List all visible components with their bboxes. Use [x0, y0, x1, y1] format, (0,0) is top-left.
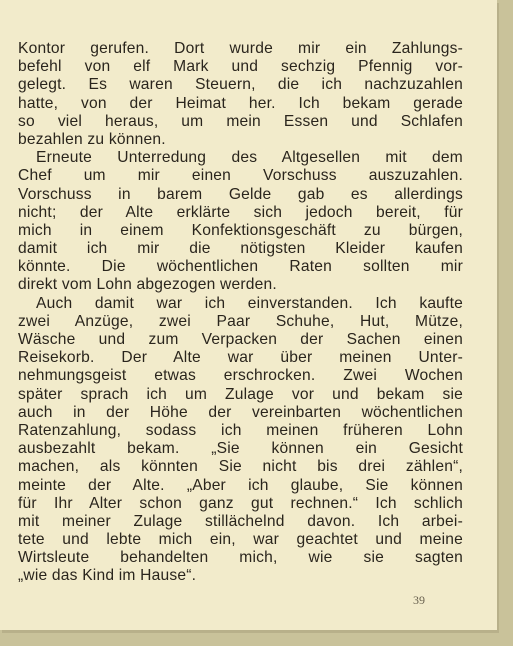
text-line: Chef um mir einen Vorschuss auszuzahlen.: [18, 167, 463, 185]
text-line: könnte. Die wöchentlichen Raten sollten mir: [18, 258, 463, 276]
text-line: befehl von elf Mark und sechzig Pfennig vor-: [18, 58, 463, 76]
text-line: Wäsche und zum Verpacken der Sachen einen: [18, 331, 463, 348]
text-line: meinte der Alte. „Aber ich glaube, Sie können: [18, 476, 463, 494]
text-line: tete und lebte mich ein, war geachtet und meine: [18, 531, 463, 549]
paragraph: [18, 40, 463, 149]
text-line: mich in einem Konfektionsgeschäft zu bürgen,: [18, 221, 463, 239]
text-line: machen, als könnten Sie nicht bis drei zählen“,: [18, 458, 463, 476]
text-line: nehmungsgeist etwas erschrocken. Zwei Wochen: [18, 367, 463, 385]
text-line: Ratenzahlung, sodass ich meinen früheren Lohn: [18, 421, 463, 439]
text-line: mit meiner Zulage stillächelnd davon. Ich arbei-: [18, 512, 463, 530]
text-line: auch in der Höhe der vereinbarten wöchentlichen: [18, 403, 463, 421]
text-line: später sprach ich um Zulage vor und bekam sie: [18, 385, 463, 403]
text-line: zwei Anzüge, zwei Paar Schuhe, Hut, Mütze,: [18, 312, 463, 330]
text-line: hatte, von der Heimat her. Ich bekam gerade: [18, 94, 463, 112]
paragraph: [18, 295, 463, 586]
text-line: für Ihr Alter schon ganz gut rechnen.“ Ich schlich: [18, 494, 463, 512]
text-line: Auch damit war ich einverstanden. Ich kaufte: [36, 294, 463, 312]
text-line: Kontor gerufen. Dort wurde mir ein Zahlungs-: [18, 40, 463, 57]
text-line: ausbezahlt bekam. „Sie können ein Gesicht: [18, 440, 463, 458]
page-text: [18, 40, 463, 586]
text-line: direkt vom Lohn abgezogen werden.: [18, 276, 277, 294]
text-line: Wirtsleute behandelten mich, wie sie sagten: [18, 549, 463, 567]
text-line: Reisekorb. Der Alte war über meinen Unter-: [18, 349, 463, 367]
page-number: 39: [413, 593, 425, 607]
text-line: gelegt. Es waren Steuern, die ich nachzuzahlen: [18, 76, 463, 94]
paragraph: [18, 149, 463, 295]
text-line: Erneute Unterredung des Altgesellen mit dem: [36, 149, 463, 167]
text-line: so viel heraus, um mein Essen und Schlafen: [18, 112, 463, 130]
text-line: bezahlen zu können.: [18, 130, 166, 148]
text-line: nicht; der Alte erklärte sich jedoch bereit, für: [18, 203, 463, 221]
text-line: damit ich mir die nötigsten Kleider kaufen: [18, 240, 463, 258]
text-line: Vorschuss in barem Gelde gab es allerdings: [18, 185, 463, 203]
text-line: „wie das Kind im Hause“.: [18, 567, 197, 585]
